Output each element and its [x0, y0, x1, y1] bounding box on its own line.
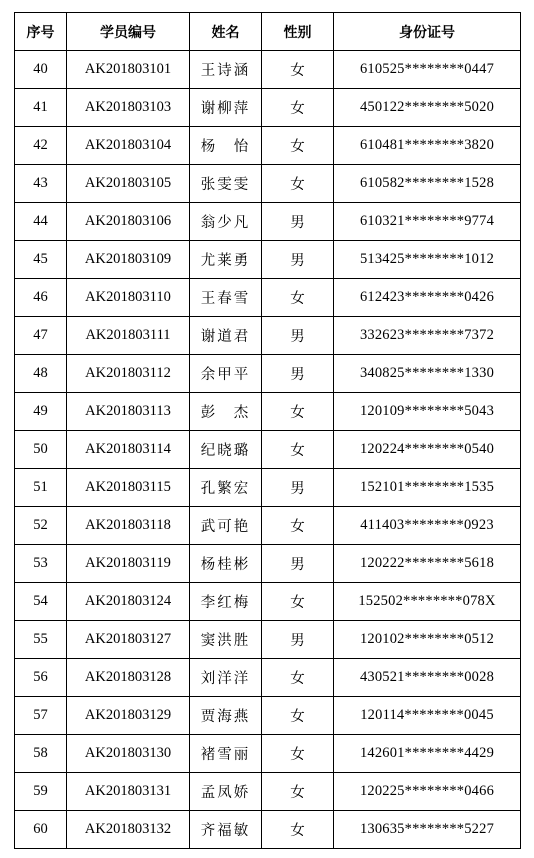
name-cell: 尤莱勇 [190, 241, 262, 279]
table-row [15, 545, 521, 583]
id-number-cell: 610582********1528 [334, 165, 521, 203]
id-number-cell: 513425********1012 [334, 241, 521, 279]
seq-cell: 41 [15, 89, 67, 127]
student-id-cell: AK201803129 [67, 697, 190, 735]
id-number-cell: 120109********5043 [334, 393, 521, 431]
seq-cell: 50 [15, 431, 67, 469]
table-row [15, 431, 521, 469]
student-id-cell: AK201803127 [67, 621, 190, 659]
gender-cell: 女 [262, 51, 334, 89]
table-row [15, 659, 521, 697]
name-cell: 孟凤娇 [190, 773, 262, 811]
table-row [15, 89, 521, 127]
name-cell: 杨 怡 [190, 127, 262, 165]
gender-cell: 女 [262, 431, 334, 469]
name-cell: 谢道君 [190, 317, 262, 355]
student-id-cell: AK201803119 [67, 545, 190, 583]
name-cell: 翁少凡 [190, 203, 262, 241]
id-number-cell: 612423********0426 [334, 279, 521, 317]
name-cell: 窦洪胜 [190, 621, 262, 659]
table-row [15, 583, 521, 621]
student-id-cell: AK201803115 [67, 469, 190, 507]
header-seq: 序号 [15, 13, 67, 51]
header-gender: 性别 [262, 13, 334, 51]
gender-cell: 女 [262, 811, 334, 849]
id-number-cell: 152502********078X [334, 583, 521, 621]
student-id-cell: AK201803110 [67, 279, 190, 317]
seq-cell: 51 [15, 469, 67, 507]
gender-cell: 男 [262, 469, 334, 507]
gender-cell: 女 [262, 393, 334, 431]
seq-cell: 44 [15, 203, 67, 241]
table-row [15, 317, 521, 355]
name-cell: 谢柳萍 [190, 89, 262, 127]
gender-cell: 男 [262, 241, 334, 279]
seq-cell: 58 [15, 735, 67, 773]
gender-cell: 男 [262, 355, 334, 393]
name-cell: 余甲平 [190, 355, 262, 393]
table-row [15, 241, 521, 279]
header-name: 姓名 [190, 13, 262, 51]
table-row [15, 697, 521, 735]
gender-cell: 女 [262, 659, 334, 697]
name-cell: 王诗涵 [190, 51, 262, 89]
gender-cell: 女 [262, 735, 334, 773]
gender-cell: 男 [262, 621, 334, 659]
table-row [15, 507, 521, 545]
name-cell: 贾海燕 [190, 697, 262, 735]
name-cell: 王春雪 [190, 279, 262, 317]
student-id-cell: AK201803106 [67, 203, 190, 241]
seq-cell: 59 [15, 773, 67, 811]
student-id-cell: AK201803104 [67, 127, 190, 165]
gender-cell: 女 [262, 127, 334, 165]
table-row [15, 127, 521, 165]
seq-cell: 57 [15, 697, 67, 735]
name-cell: 纪晓璐 [190, 431, 262, 469]
table-row [15, 355, 521, 393]
name-cell: 武可艳 [190, 507, 262, 545]
gender-cell: 女 [262, 165, 334, 203]
seq-cell: 46 [15, 279, 67, 317]
student-id-cell: AK201803112 [67, 355, 190, 393]
gender-cell: 女 [262, 773, 334, 811]
table-row [15, 773, 521, 811]
id-number-cell: 120114********0045 [334, 697, 521, 735]
seq-cell: 56 [15, 659, 67, 697]
student-id-cell: AK201803124 [67, 583, 190, 621]
header-id-number: 身份证号 [334, 13, 521, 51]
gender-cell: 女 [262, 697, 334, 735]
name-cell: 齐福敏 [190, 811, 262, 849]
seq-cell: 49 [15, 393, 67, 431]
student-id-cell: AK201803132 [67, 811, 190, 849]
id-number-cell: 610481********3820 [334, 127, 521, 165]
gender-cell: 男 [262, 545, 334, 583]
student-id-cell: AK201803109 [67, 241, 190, 279]
student-id-cell: AK201803113 [67, 393, 190, 431]
table-row [15, 811, 521, 849]
id-number-cell: 130635********5227 [334, 811, 521, 849]
table-body [15, 51, 521, 849]
id-number-cell: 411403********0923 [334, 507, 521, 545]
seq-cell: 54 [15, 583, 67, 621]
seq-cell: 60 [15, 811, 67, 849]
id-number-cell: 610525********0447 [334, 51, 521, 89]
student-id-cell: AK201803118 [67, 507, 190, 545]
header-row [15, 13, 521, 51]
seq-cell: 45 [15, 241, 67, 279]
student-id-cell: AK201803131 [67, 773, 190, 811]
name-cell: 孔繁宏 [190, 469, 262, 507]
table-row [15, 203, 521, 241]
student-id-cell: AK201803103 [67, 89, 190, 127]
name-cell: 彭 杰 [190, 393, 262, 431]
student-id-cell: AK201803128 [67, 659, 190, 697]
student-id-cell: AK201803130 [67, 735, 190, 773]
gender-cell: 女 [262, 507, 334, 545]
table-header [15, 13, 521, 51]
id-number-cell: 142601********4429 [334, 735, 521, 773]
table-row [15, 621, 521, 659]
table-row [15, 165, 521, 203]
table-row [15, 51, 521, 89]
seq-cell: 52 [15, 507, 67, 545]
student-id-cell: AK201803114 [67, 431, 190, 469]
seq-cell: 47 [15, 317, 67, 355]
table-row [15, 469, 521, 507]
name-cell: 褚雪丽 [190, 735, 262, 773]
student-roster-table [14, 12, 521, 849]
id-number-cell: 120102********0512 [334, 621, 521, 659]
seq-cell: 42 [15, 127, 67, 165]
table-row [15, 735, 521, 773]
id-number-cell: 120225********0466 [334, 773, 521, 811]
gender-cell: 男 [262, 317, 334, 355]
gender-cell: 男 [262, 203, 334, 241]
header-student-id: 学员编号 [67, 13, 190, 51]
student-id-cell: AK201803101 [67, 51, 190, 89]
id-number-cell: 120224********0540 [334, 431, 521, 469]
gender-cell: 女 [262, 279, 334, 317]
seq-cell: 53 [15, 545, 67, 583]
seq-cell: 43 [15, 165, 67, 203]
name-cell: 刘洋洋 [190, 659, 262, 697]
id-number-cell: 340825********1330 [334, 355, 521, 393]
seq-cell: 55 [15, 621, 67, 659]
id-number-cell: 610321********9774 [334, 203, 521, 241]
name-cell: 李红梅 [190, 583, 262, 621]
name-cell: 张雯雯 [190, 165, 262, 203]
id-number-cell: 332623********7372 [334, 317, 521, 355]
seq-cell: 40 [15, 51, 67, 89]
student-id-cell: AK201803111 [67, 317, 190, 355]
id-number-cell: 120222********5618 [334, 545, 521, 583]
student-id-cell: AK201803105 [67, 165, 190, 203]
id-number-cell: 152101********1535 [334, 469, 521, 507]
table-row [15, 393, 521, 431]
table-row [15, 279, 521, 317]
gender-cell: 女 [262, 89, 334, 127]
id-number-cell: 430521********0028 [334, 659, 521, 697]
gender-cell: 女 [262, 583, 334, 621]
name-cell: 杨桂彬 [190, 545, 262, 583]
seq-cell: 48 [15, 355, 67, 393]
id-number-cell: 450122********5020 [334, 89, 521, 127]
